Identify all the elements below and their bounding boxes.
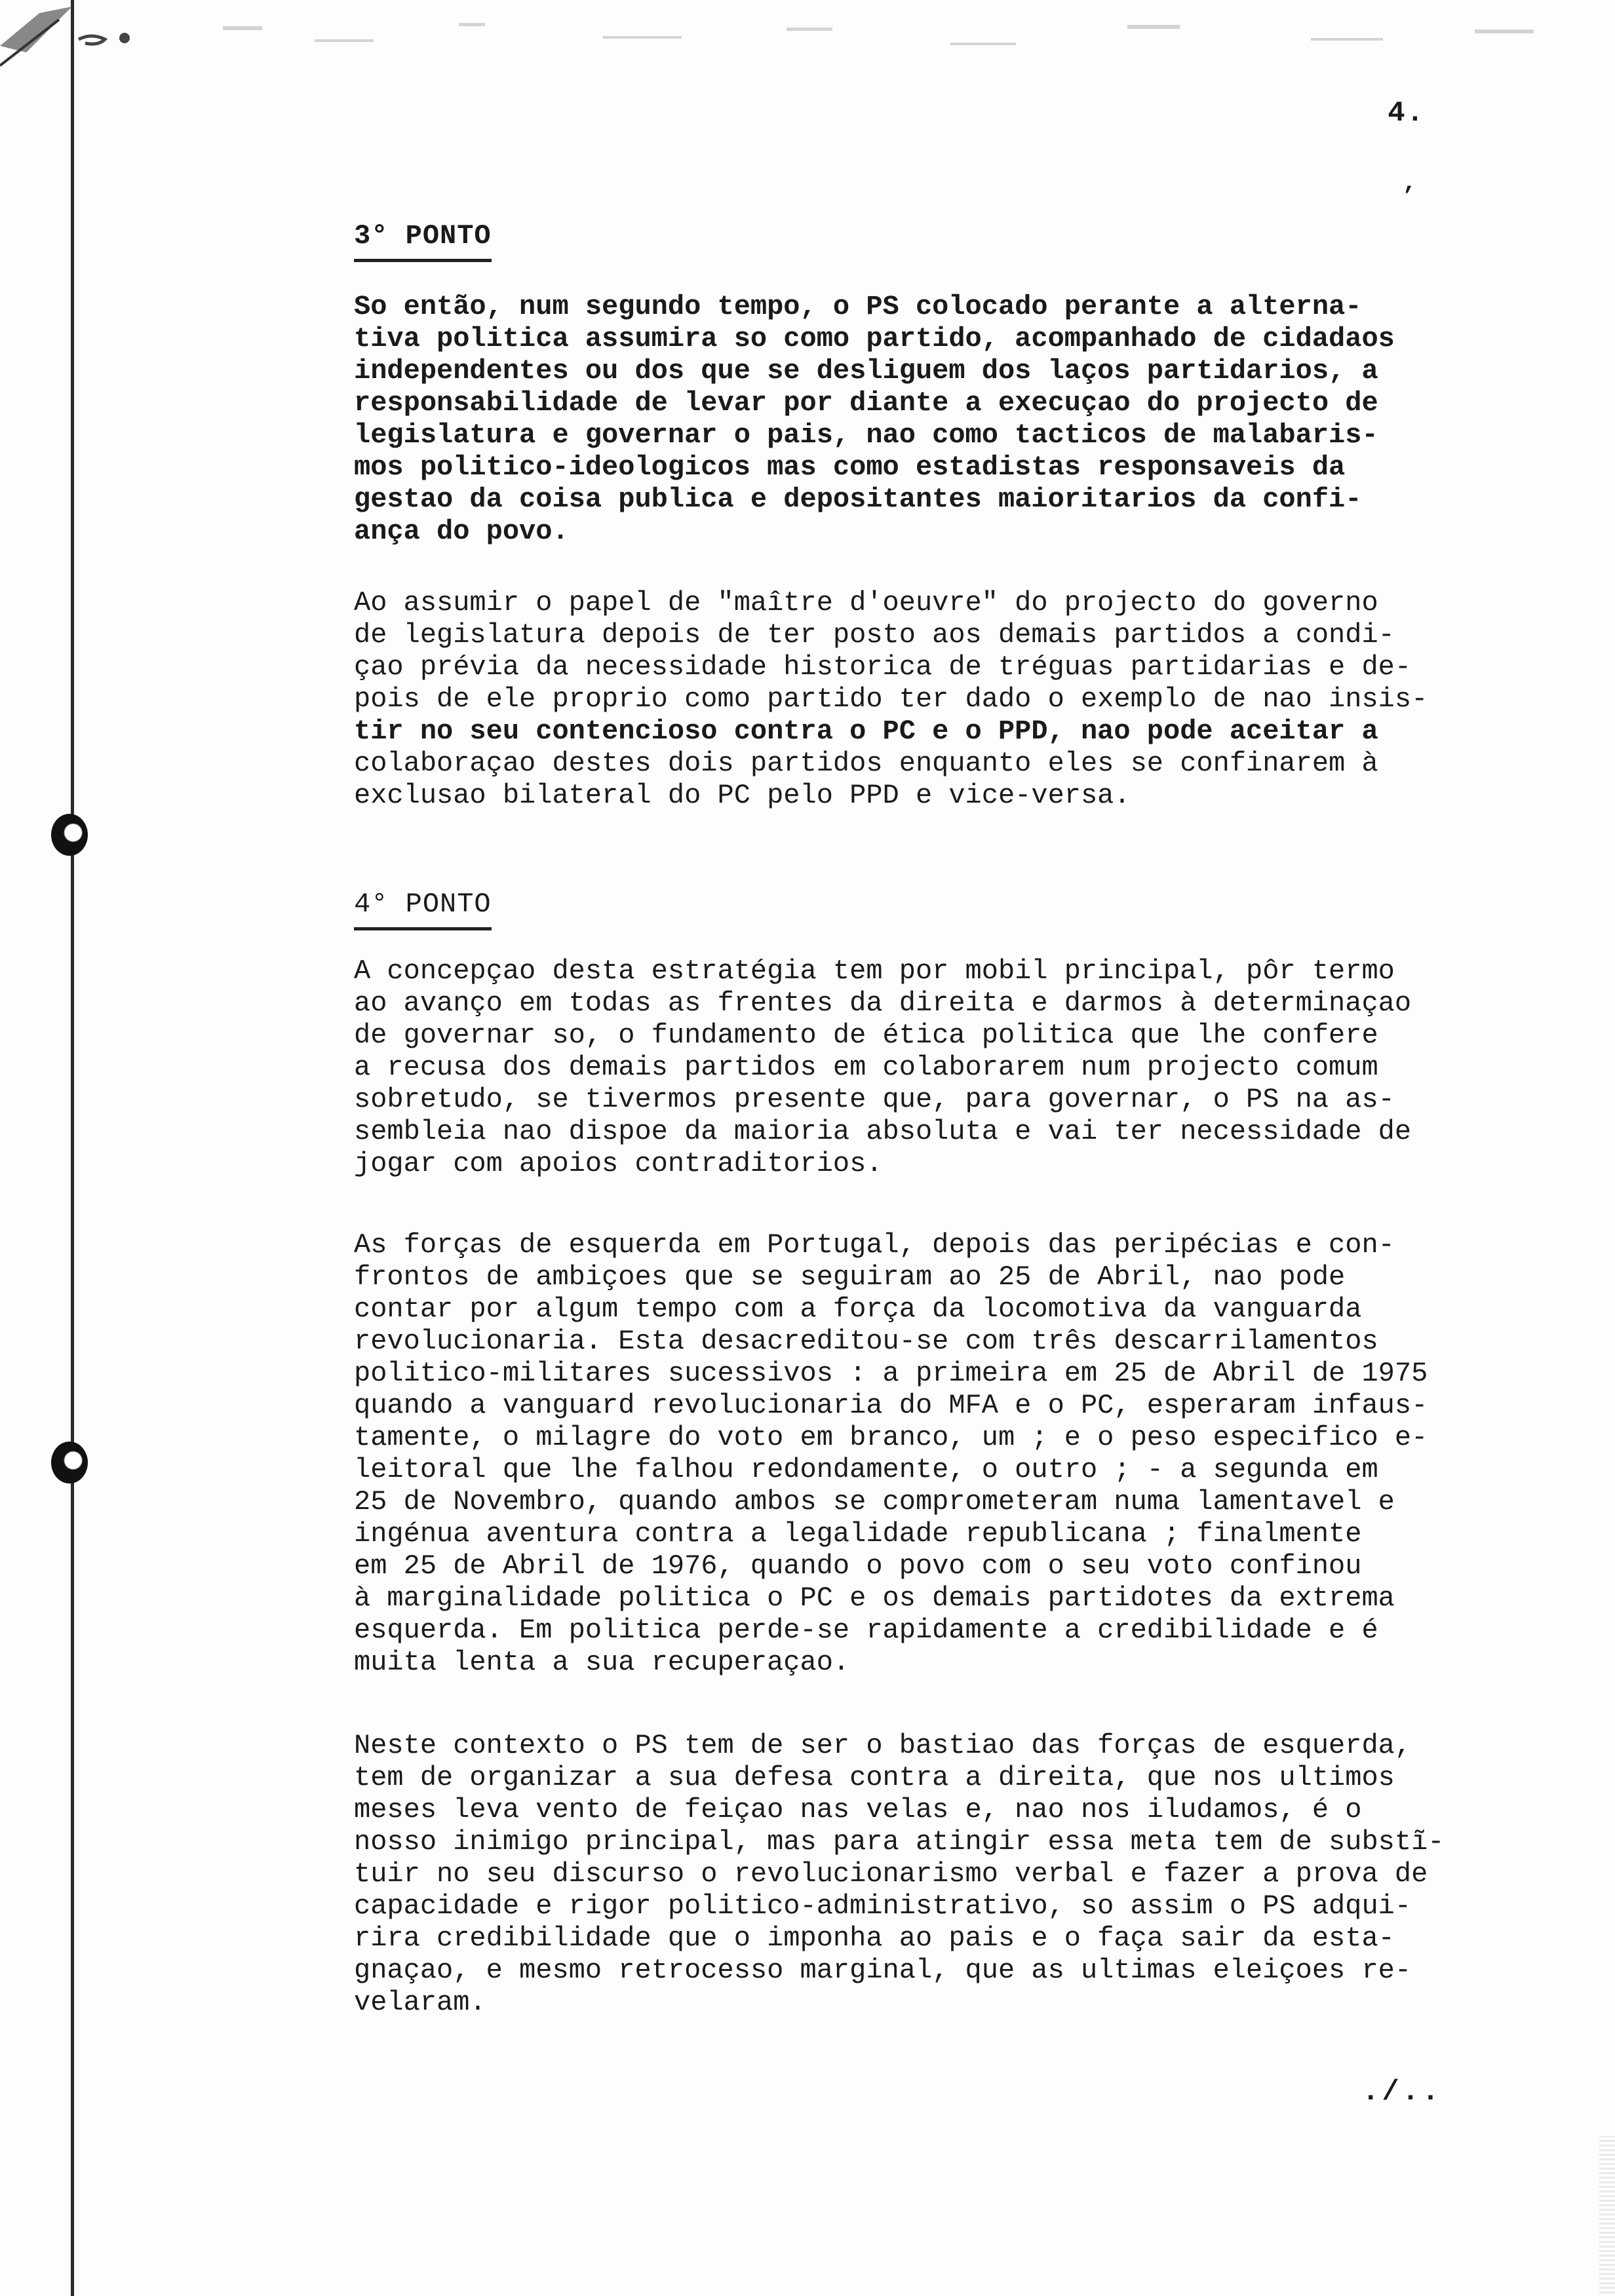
text-line: sobretudo, se tivermos presente que, para governar, o PS na as- bbox=[354, 1084, 1395, 1115]
text-line: gnaçao, e mesmo retrocesso marginal, que as ultimas eleiçoes re- bbox=[354, 1955, 1412, 1986]
text-line: rira credibilidade que o imponha ao pais e o faça sair da esta- bbox=[354, 1923, 1395, 1954]
section-3-paragraph-1 bbox=[354, 291, 1481, 548]
text-line: çao prévia da necessidade historica de tréguas partidarias e de- bbox=[354, 651, 1412, 683]
text-line: legislatura e governar o pais, nao como tacticos de malabaris- bbox=[354, 419, 1378, 451]
text-line: pois de ele proprio como partido ter dado o exemplo de nao insis- bbox=[354, 683, 1428, 715]
section-4-title: 4° PONTO bbox=[354, 889, 492, 924]
text-line: esquerda. Em politica perde-se rapidamente a credibilidade e é bbox=[354, 1615, 1378, 1646]
scan-noise bbox=[197, 13, 1573, 85]
text-line: em 25 de Abril de 1976, quando o povo com o seu voto confinou bbox=[354, 1550, 1362, 1582]
text-line: A concepçao desta estratégia tem por mobil principal, pôr termo bbox=[354, 955, 1395, 987]
continuation-mark: ./.. bbox=[1362, 2076, 1442, 2109]
text-line: muita lenta a sua recuperaçao. bbox=[354, 1647, 850, 1678]
text-line: tamente, o milagre do voto em branco, um ; e o peso especifico e- bbox=[354, 1422, 1428, 1453]
text-line: nosso inimigo principal, mas para atingir essa meta tem de substĩ- bbox=[354, 1826, 1445, 1858]
section-4-paragraph-3 bbox=[354, 1730, 1481, 2019]
text-line: tem de organizar a sua defesa contra a direita, que nos ultimos bbox=[354, 1762, 1395, 1793]
text-line: a recusa dos demais partidos em colaborarem num projecto comum bbox=[354, 1052, 1378, 1083]
scan-edge bbox=[1599, 2136, 1615, 2293]
text-line: 25 de Novembro, quando ambos se comprometeram numa lamentavel e bbox=[354, 1486, 1395, 1518]
text-line: So então, num segundo tempo, o PS colocado perante a alterna- bbox=[354, 291, 1362, 322]
text-line: de governar so, o fundamento de ética politica que lhe confere bbox=[354, 1020, 1378, 1051]
text-line: meses leva vento de feiçao nas velas e, nao nos iludamos, é o bbox=[354, 1794, 1362, 1826]
punch-hole-icon bbox=[51, 1442, 88, 1483]
text-line: leitoral que lhe falhou redondamente, o outro ; - a segunda em bbox=[354, 1454, 1378, 1485]
text-line: gestao da coisa publica e depositantes maioritarios da confi- bbox=[354, 484, 1362, 515]
text-line: mos politico-ideologicos mas como estadistas responsaveis da bbox=[354, 451, 1346, 483]
section-3-title: 3° PONTO bbox=[354, 220, 492, 256]
corner-scribble-icon bbox=[0, 0, 151, 79]
text-line: tuir no seu discurso o revolucionarismo verbal e fazer a prova de bbox=[354, 1858, 1428, 1890]
text-line: à marginalidade politica o PC e os demais partidotes da extrema bbox=[354, 1582, 1395, 1614]
text-line: velaram. bbox=[354, 1987, 486, 2018]
text-line: responsabilidade de levar por diante a execuçao do projecto de bbox=[354, 387, 1378, 419]
text-line: tir no seu contencioso contra o PC e o PPD, nao pode aceitar a bbox=[354, 716, 1378, 747]
text-line: independentes ou dos que se desliguem dos laços partidarios, a bbox=[354, 355, 1378, 387]
text-line: As forças de esquerda em Portugal, depois das peripécias e con- bbox=[354, 1229, 1395, 1261]
punch-hole-icon bbox=[51, 814, 88, 856]
text-line: Ao assumir o papel de "maître d'oeuvre" do projecto do governo bbox=[354, 587, 1378, 619]
section-4-paragraph-2 bbox=[354, 1229, 1481, 1679]
text-line: jogar com apoios contraditorios. bbox=[354, 1148, 883, 1179]
text-line: exclusao bilateral do PC pelo PPD e vice-versa. bbox=[354, 780, 1131, 811]
text-line: ingénua aventura contra a legalidade republicana ; finalmente bbox=[354, 1518, 1362, 1550]
text-line: sembleia nao dispoe da maioria absoluta e vai ter necessidade de bbox=[354, 1116, 1412, 1147]
binding-margin-line bbox=[71, 0, 74, 2296]
margin-tick: ’ bbox=[1401, 183, 1416, 210]
text-line: ao avanço em todas as frentes da direita e darmos à determinaçao bbox=[354, 987, 1412, 1019]
text-line: frontos de ambiçoes que se seguiram ao 25 de Abril, nao pode bbox=[354, 1261, 1346, 1293]
section-4-paragraph-1 bbox=[354, 955, 1481, 1180]
text-line: Neste contexto o PS tem de ser o bastiao das forças de esquerda, bbox=[354, 1730, 1412, 1761]
text-line: contar por algum tempo com a força da locomotiva da vanguarda bbox=[354, 1293, 1362, 1325]
text-line: capacidade e rigor politico-administrativo, so assim o PS adqui- bbox=[354, 1890, 1412, 1922]
text-line: politico-militares sucessivos : a primeira em 25 de Abril de 1975 bbox=[354, 1358, 1428, 1389]
page-number: 4. bbox=[1388, 97, 1425, 130]
section-3-paragraph-2 bbox=[354, 587, 1481, 812]
text-line: revolucionaria. Esta desacreditou-se com três descarrilamentos bbox=[354, 1326, 1378, 1357]
text-line: ança do povo. bbox=[354, 516, 569, 547]
text-line: quando a vanguard revolucionaria do MFA e o PC, esperaram infaus- bbox=[354, 1390, 1428, 1421]
text-line: colaboraçao destes dois partidos enquanto eles se confinarem à bbox=[354, 748, 1378, 779]
text-line: de legislatura depois de ter posto aos demais partidos a condi- bbox=[354, 619, 1395, 651]
text-line: tiva politica assumira so como partido, acompanhado de cidadaos bbox=[354, 323, 1395, 354]
